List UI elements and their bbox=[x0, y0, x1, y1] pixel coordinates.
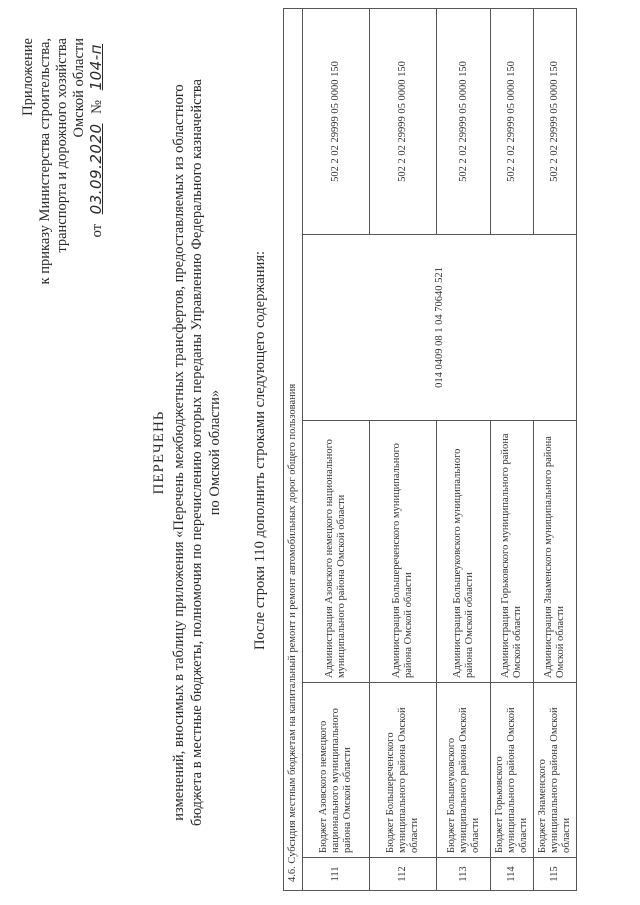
budget-name: Бюджет Азовского немецкого национального муниципального района Омской области bbox=[303, 683, 370, 858]
order-number: 104-п bbox=[87, 44, 105, 91]
table-row bbox=[534, 8, 577, 890]
administrator-name: Администрация Горьковского муниципального района Омской области bbox=[491, 421, 534, 683]
order-date-line bbox=[88, 38, 106, 284]
expense-code: 014 0409 08 1 04 70640 521 bbox=[303, 235, 577, 421]
budget-name: Бюджет Большеуковского муниципального района Омской области bbox=[437, 683, 491, 858]
budget-name: Бюджет Горьковского муниципального района Омской области bbox=[491, 683, 534, 858]
row-number: 115 bbox=[534, 858, 577, 891]
administrator-name: Администрация Большеуковского муниципального района Омской области bbox=[437, 421, 491, 683]
section-title: 4.6. Субсидия местным бюджетам на капитальный ремонт и ремонт автомобильных дорог общего пользования bbox=[284, 8, 303, 890]
appendix-label: Приложение bbox=[20, 38, 36, 116]
budget-name: Бюджет Знаменского муниципального района Омской области bbox=[534, 683, 577, 858]
appendix-header bbox=[20, 38, 106, 284]
title-line-1: изменений, вносимых в таблицу приложения «Перечень межбюджетных трансфертов, предоставляемых из областного bbox=[171, 84, 187, 821]
budget-name: Бюджет Большереченского муниципального района Омской области bbox=[370, 683, 437, 858]
transfers-table bbox=[283, 8, 577, 891]
row-number: 113 bbox=[437, 858, 491, 891]
administrator-name: Администрация Большереченского муниципального района Омской области bbox=[370, 421, 437, 683]
intro-text: После строки 110 дополнить строками следующего содержания: bbox=[252, 250, 268, 650]
row-number: 112 bbox=[370, 858, 437, 891]
table-row bbox=[303, 8, 370, 890]
row-number: 111 bbox=[303, 858, 370, 891]
administrator-name: Администрация Знаменского муниципального района Омской области bbox=[534, 421, 577, 683]
order-ref-line: к приказу Министерства строительства, bbox=[37, 38, 53, 285]
administrator-name: Администрация Азовского немецкого национального муниципального района Омской области bbox=[303, 421, 370, 683]
order-date: 03.09.2020 bbox=[87, 123, 105, 215]
revenue-code: 502 2 02 29999 05 0000 150 bbox=[303, 8, 370, 234]
table-row bbox=[491, 8, 534, 890]
table-row bbox=[370, 8, 437, 890]
section-row bbox=[284, 8, 303, 890]
title-line-2: бюджета в местные бюджеты, полномочия по перечислению которых переданы Управлению Федерального казначейства bbox=[189, 79, 205, 826]
document-title-block bbox=[150, 0, 224, 905]
table-row bbox=[437, 8, 491, 890]
row-number: 114 bbox=[491, 858, 534, 891]
revenue-code: 502 2 02 29999 05 0000 150 bbox=[534, 8, 577, 234]
number-prefix: № bbox=[89, 99, 105, 114]
date-prefix: от bbox=[89, 223, 105, 238]
region-line: Омской области bbox=[71, 38, 87, 138]
ministry-line: транспорта и дорожного хозяйства bbox=[54, 38, 70, 253]
revenue-code: 502 2 02 29999 05 0000 150 bbox=[437, 8, 491, 234]
revenue-code: 502 2 02 29999 05 0000 150 bbox=[370, 8, 437, 234]
title-line-3: по Омской области» bbox=[207, 389, 223, 516]
document-title: ПЕРЕЧЕНЬ bbox=[151, 410, 167, 495]
revenue-code: 502 2 02 29999 05 0000 150 bbox=[491, 8, 534, 234]
